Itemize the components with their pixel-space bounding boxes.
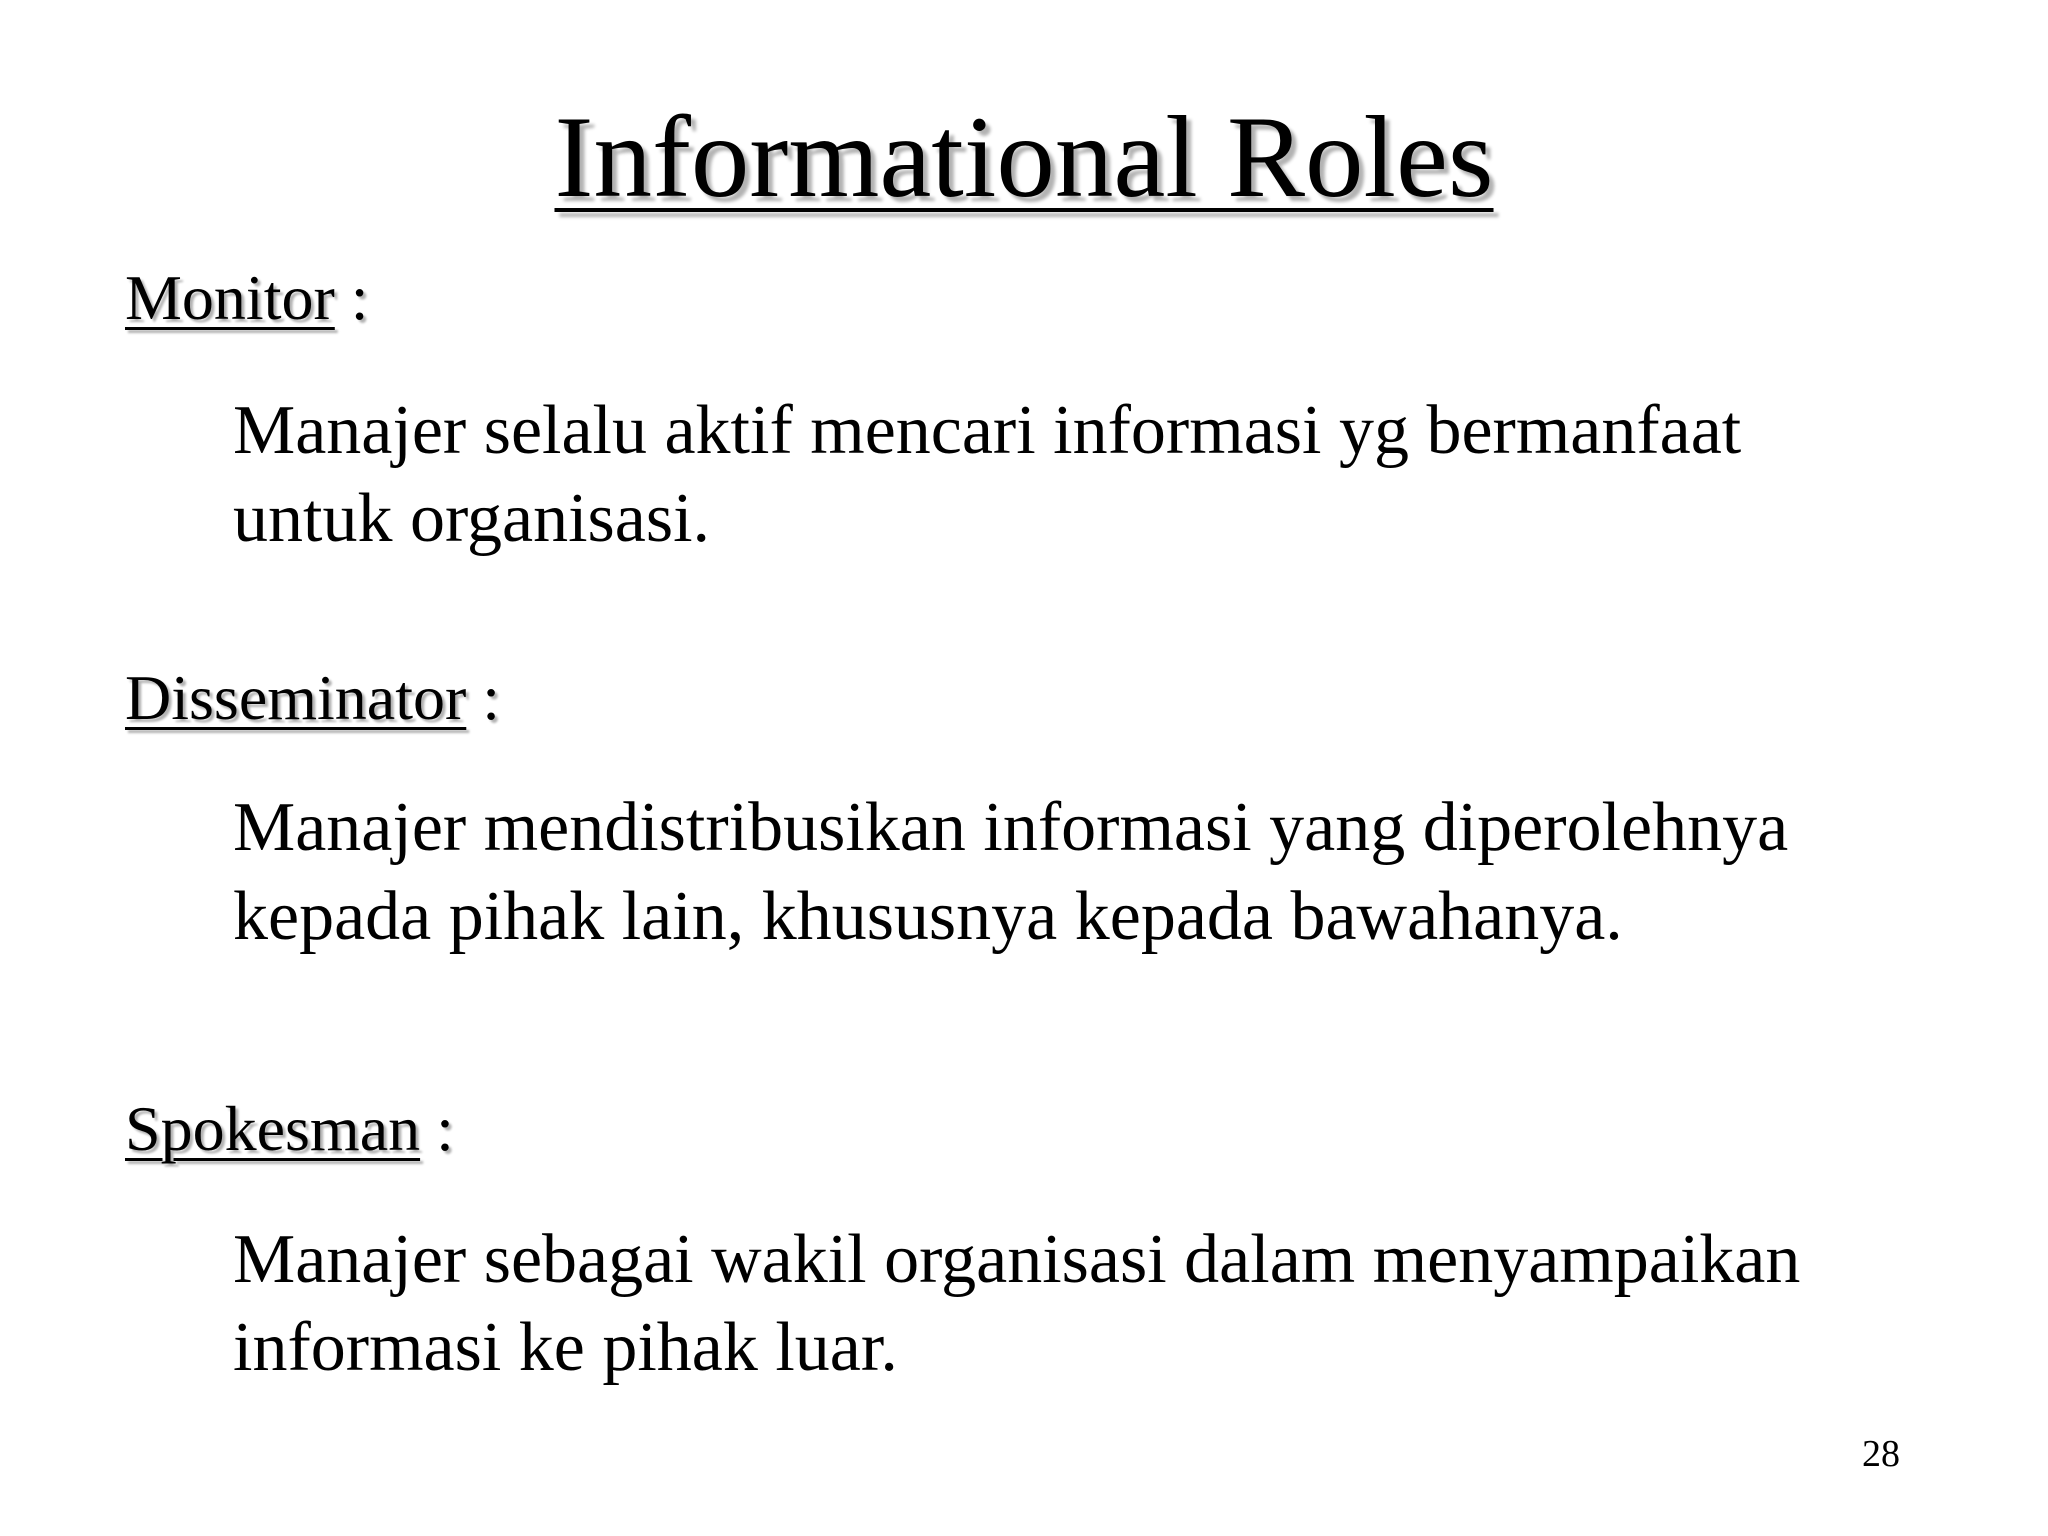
section-separator: :: [466, 662, 501, 733]
section-heading-disseminator: [125, 658, 500, 738]
section-separator: :: [420, 1093, 454, 1164]
section-heading-spokesman: [125, 1089, 454, 1169]
section-separator: :: [334, 262, 369, 333]
section-term: Disseminator: [125, 662, 467, 733]
section-description-line: kepada pihak lain, khususnya kepada bawahanya.: [233, 878, 1623, 955]
section-description-line: Manajer sebagai wakil organisasi dalam menyampaikan: [233, 1221, 1801, 1298]
page-number: 28: [1862, 1433, 1900, 1475]
section-description-line: informasi ke pihak luar.: [233, 1309, 898, 1386]
section-term: Monitor: [125, 262, 335, 333]
slide-title-text: Informational Roles: [554, 93, 1494, 222]
section-description-line: Manajer mendistribusikan informasi yang diperolehnya: [233, 789, 1789, 866]
section-description-line: untuk organisasi.: [233, 480, 711, 557]
section-term: Spokesman: [125, 1093, 421, 1164]
section-heading-monitor: [125, 258, 369, 338]
slide-title: [0, 88, 2048, 228]
section-description-line: Manajer selalu aktif mencari informasi yg bermanfaat: [233, 392, 1742, 469]
